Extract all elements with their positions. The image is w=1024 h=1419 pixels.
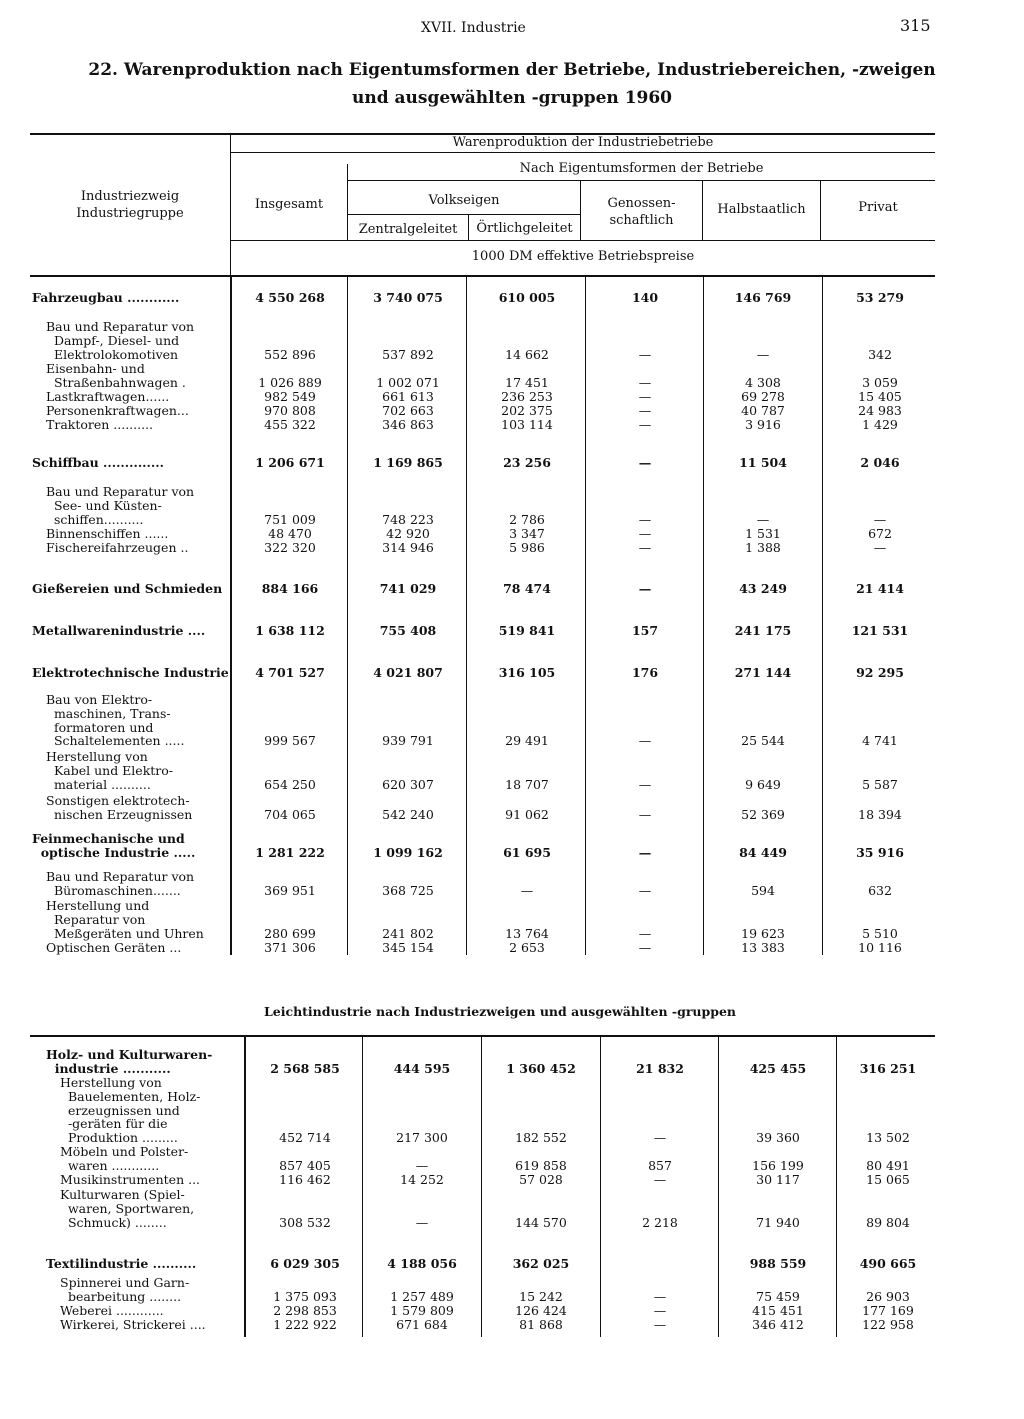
- cell-value: 552 896: [264, 346, 316, 362]
- body-vrule-1: [347, 277, 348, 955]
- cell-value: 122 958: [862, 1317, 914, 1332]
- cell-value: 702 663: [382, 403, 434, 418]
- cell-value: —: [638, 733, 652, 749]
- cell-value: —: [653, 1317, 667, 1332]
- cell-value: 39 360: [756, 1130, 800, 1146]
- cell-value: —: [520, 882, 534, 898]
- cell-value: 346 863: [382, 417, 434, 432]
- body-vrule-2: [466, 277, 467, 955]
- row-label: Metallwarenindustrie ....: [32, 623, 206, 638]
- cell-value: 1 026 889: [258, 374, 322, 390]
- cell-value: 4 021 807: [373, 665, 443, 680]
- row-label: Traktoren ..........: [46, 417, 154, 432]
- cell-value: 748 223: [382, 511, 434, 527]
- cell-value: 2 046: [860, 455, 900, 470]
- cell-value: 42 920: [386, 526, 430, 541]
- cell-value: 25 544: [741, 733, 785, 749]
- cell-value: —: [638, 806, 652, 822]
- cell-value: 271 144: [734, 665, 792, 680]
- cell-value: —: [653, 1130, 667, 1146]
- body-vrule-5: [822, 277, 823, 955]
- cell-value: 594: [751, 882, 775, 898]
- cell-value: 177 169: [862, 1303, 914, 1318]
- cell-value: 18 707: [505, 776, 549, 792]
- row-label: Bau und Reparatur von Dampf-, Diesel- und Elektrolokomotiven: [46, 319, 195, 362]
- cell-value: 308 532: [279, 1214, 331, 1230]
- cell-value: 368 725: [382, 882, 434, 898]
- row-label: Personenkraftwagen...: [46, 403, 189, 418]
- cell-value: 29 491: [505, 733, 549, 749]
- cell-value: 280 699: [264, 925, 316, 941]
- cell-value: 11 504: [739, 455, 787, 470]
- cell-value: —: [638, 540, 652, 555]
- cell-value: 78 474: [503, 581, 551, 596]
- row-label: Möbeln und Polster- waren ............: [60, 1144, 189, 1173]
- cell-value: 988 559: [749, 1256, 807, 1271]
- row-label: Bau und Reparatur von Büromaschinen.......: [46, 869, 195, 898]
- cell-value: 4 550 268: [255, 290, 325, 305]
- cell-value: 140: [631, 290, 659, 305]
- cell-value: 2 786: [509, 511, 545, 527]
- hrule-eigentum: [347, 180, 935, 181]
- cell-value: 13 502: [866, 1130, 910, 1146]
- cell-value: 40 787: [741, 403, 785, 418]
- cell-value: 982 549: [264, 389, 316, 404]
- cell-value: 241 175: [734, 623, 792, 638]
- cell-value: 157: [631, 623, 659, 638]
- cell-value: 751 009: [264, 511, 316, 527]
- cell-value: 425 455: [749, 1060, 807, 1076]
- cell-value: 342: [868, 346, 892, 362]
- cell-value: 1 099 162: [373, 844, 443, 860]
- cell-value: 661 613: [382, 389, 434, 404]
- header-halbstaatlich: Halbstaatlich: [717, 202, 806, 217]
- chapter-header: XVII. Industrie: [421, 20, 526, 36]
- table-title-line2: und ausgewählten -gruppen 1960: [351, 88, 673, 108]
- cell-value: 57 028: [519, 1172, 563, 1187]
- cell-value: —: [638, 940, 652, 955]
- cell-value: 182 552: [515, 1130, 567, 1146]
- hrule-volkseigen: [347, 214, 580, 215]
- row-label: Fischereifahrzeugen ..: [46, 540, 189, 555]
- s2-vrule-3: [600, 1037, 601, 1337]
- cell-value: 24 983: [858, 403, 902, 418]
- row-label: Sonstigen elektrotech- nischen Erzeugnissen: [46, 793, 193, 822]
- cell-value: 217 300: [396, 1130, 448, 1146]
- body-vrule-3: [585, 277, 586, 955]
- cell-value: —: [873, 511, 887, 527]
- cell-value: 35 916: [856, 844, 904, 860]
- cell-value: 6 029 305: [270, 1256, 340, 1271]
- cell-value: 4 308: [745, 374, 781, 390]
- cell-value: 30 117: [756, 1172, 800, 1187]
- cell-value: 1 169 865: [373, 455, 443, 470]
- header-privat: Privat: [858, 200, 898, 215]
- row-label: Holz- und Kulturwaren- industrie ...........: [46, 1047, 213, 1076]
- cell-value: 346 412: [752, 1317, 804, 1332]
- header-insgesamt: Insgesamt: [254, 197, 324, 212]
- cell-value: 17 451: [505, 374, 549, 390]
- cell-value: 21 414: [856, 581, 904, 596]
- cell-value: 13 764: [505, 925, 549, 941]
- cell-value: 452 714: [279, 1130, 331, 1146]
- cell-value: —: [638, 417, 652, 432]
- cell-value: 741 029: [379, 581, 437, 596]
- cell-value: 121 531: [851, 623, 909, 638]
- cell-value: —: [638, 882, 652, 898]
- cell-value: 654 250: [264, 776, 316, 792]
- cell-value: —: [873, 540, 887, 555]
- cell-value: —: [638, 455, 652, 470]
- cell-value: 15 405: [858, 389, 902, 404]
- cell-value: 1 388: [745, 540, 781, 555]
- cell-value: 3 347: [509, 526, 545, 541]
- cell-value: 53 279: [856, 290, 904, 305]
- cell-value: 13 383: [741, 940, 785, 955]
- cell-value: 19 623: [741, 925, 785, 941]
- row-label: Binnenschiffen ......: [46, 526, 169, 541]
- cell-value: —: [638, 925, 652, 941]
- cell-value: 146 769: [734, 290, 792, 305]
- cell-value: 176: [631, 665, 659, 680]
- row-label: Bau und Reparatur von See- und Küsten- schiffen..........: [46, 484, 195, 527]
- cell-value: 61 695: [503, 844, 551, 860]
- row-label: Wirkerei, Strickerei ....: [60, 1317, 206, 1332]
- cell-value: 1 638 112: [255, 623, 325, 638]
- cell-value: 80 491: [866, 1157, 910, 1173]
- body-vrule-4: [703, 277, 704, 955]
- header-nach-eigentum: Nach Eigentumsformen der Betriebe: [519, 161, 764, 176]
- cell-value: 236 253: [501, 389, 553, 404]
- cell-value: 156 199: [752, 1157, 804, 1173]
- cell-value: 202 375: [501, 403, 553, 418]
- cell-value: 103 114: [501, 417, 553, 432]
- cell-value: 1 222 922: [273, 1317, 337, 1332]
- cell-value: 2 298 853: [273, 1303, 337, 1318]
- cell-value: 542 240: [382, 806, 434, 822]
- cell-value: 89 804: [866, 1214, 910, 1230]
- cell-value: 415 451: [752, 1303, 804, 1318]
- cell-value: —: [756, 511, 770, 527]
- cell-value: 1 375 093: [273, 1288, 337, 1304]
- row-label: Herstellung von Kabel und Elektro- material ..........: [46, 749, 174, 792]
- cell-value: 116 462: [279, 1172, 331, 1187]
- cell-value: —: [638, 511, 652, 527]
- cell-value: 18 394: [858, 806, 902, 822]
- header-bottom-rule: [30, 275, 935, 277]
- cell-value: 3 916: [745, 417, 781, 432]
- header-row-label: Industriezweig Industriegruppe: [76, 189, 184, 221]
- cell-value: 92 295: [856, 665, 904, 680]
- cell-value: 3 740 075: [373, 290, 443, 305]
- cell-value: 48 470: [268, 526, 312, 541]
- cell-value: 15 065: [866, 1172, 910, 1187]
- row-label: Herstellung und Reparatur von Meßgeräten und Uhren: [46, 898, 204, 941]
- cell-value: 2 653: [509, 940, 545, 955]
- cell-value: 610 005: [498, 290, 556, 305]
- cell-value: 455 322: [264, 417, 316, 432]
- row-label: Bau von Elektro- maschinen, Trans- formatoren und Schaltelementen .....: [46, 692, 185, 749]
- cell-value: 537 892: [382, 346, 434, 362]
- cell-value: 1 531: [745, 526, 781, 541]
- cell-value: 21 832: [636, 1060, 684, 1076]
- cell-value: 755 408: [379, 623, 437, 638]
- row-label: Eisenbahn- und Straßenbahnwagen .: [46, 361, 186, 390]
- header-unit: 1000 DM effektive Betriebspreise: [471, 249, 695, 264]
- cell-value: 632: [868, 882, 892, 898]
- cell-value: 1 206 671: [255, 455, 325, 470]
- cell-value: 4 701 527: [255, 665, 325, 680]
- cell-value: —: [638, 844, 652, 860]
- cell-value: 71 940: [756, 1214, 800, 1230]
- cell-value: 10 116: [858, 940, 902, 955]
- cell-value: 69 278: [741, 389, 785, 404]
- cell-value: 1 579 809: [390, 1303, 454, 1318]
- cell-value: 371 306: [264, 940, 316, 955]
- cell-value: 345 154: [382, 940, 434, 955]
- cell-value: 884 166: [261, 581, 319, 596]
- cell-value: —: [653, 1303, 667, 1318]
- section2-title: Leichtindustrie nach Industriezweigen und ausgewählten -gruppen: [263, 1004, 737, 1019]
- cell-value: —: [638, 403, 652, 418]
- body-vrule-stub: [230, 277, 232, 955]
- hrule-warenproduktion: [230, 152, 935, 153]
- row-label: Musikinstrumenten ...: [60, 1172, 201, 1187]
- header-volkseigen: Volkseigen: [428, 193, 500, 208]
- cell-value: —: [638, 581, 652, 596]
- cell-value: 14 662: [505, 346, 549, 362]
- page-number: 315: [900, 16, 931, 35]
- cell-value: 14 252: [400, 1172, 444, 1187]
- cell-value: 4 741: [862, 733, 898, 749]
- cell-value: 519 841: [498, 623, 556, 638]
- cell-value: 1 281 222: [255, 844, 325, 860]
- cell-value: 43 249: [739, 581, 787, 596]
- header-warenproduktion: Warenproduktion der Industriebetriebe: [452, 135, 714, 150]
- cell-value: 1 429: [862, 417, 898, 432]
- cell-value: 316 251: [859, 1060, 917, 1076]
- cell-value: 316 105: [498, 665, 556, 680]
- cell-value: 5 986: [509, 540, 545, 555]
- cell-value: 2 218: [642, 1214, 678, 1230]
- cell-value: —: [756, 346, 770, 362]
- cell-value: —: [653, 1288, 667, 1304]
- row-label: Lastkraftwagen......: [46, 389, 170, 404]
- cell-value: 91 062: [505, 806, 549, 822]
- header-zentralgeleitet: Zentralgeleitet: [358, 222, 458, 237]
- row-label: Elektrotechnische Industrie: [32, 665, 229, 680]
- cell-value: 672: [868, 526, 892, 541]
- cell-value: —: [638, 776, 652, 792]
- cell-value: 84 449: [739, 844, 787, 860]
- cell-value: 23 256: [503, 455, 551, 470]
- s2-vrule-4: [718, 1037, 719, 1337]
- cell-value: —: [638, 374, 652, 390]
- cell-value: —: [653, 1172, 667, 1187]
- cell-value: 322 320: [264, 540, 316, 555]
- cell-value: 620 307: [382, 776, 434, 792]
- cell-value: 314 946: [382, 540, 434, 555]
- row-label: Herstellung von Bauelementen, Holz- erzeugnissen und -geräten für die Produktion .........: [60, 1075, 201, 1146]
- cell-value: 1 360 452: [506, 1060, 576, 1076]
- row-label: Optischen Geräten ...: [46, 940, 182, 955]
- cell-value: 671 684: [396, 1317, 448, 1332]
- cell-value: 9 649: [745, 776, 781, 792]
- s2-vrule-1: [362, 1037, 363, 1337]
- cell-value: 619 858: [515, 1157, 567, 1173]
- cell-value: 857 405: [279, 1157, 331, 1173]
- cell-value: 26 903: [866, 1288, 910, 1304]
- row-label: Weberei ............: [60, 1303, 164, 1318]
- cell-value: 3 059: [862, 374, 898, 390]
- cell-value: —: [415, 1157, 429, 1173]
- cell-value: 1 257 489: [390, 1288, 454, 1304]
- cell-value: 4 188 056: [387, 1256, 457, 1271]
- row-label: Gießereien und Schmieden: [32, 581, 223, 596]
- cell-value: 970 808: [264, 403, 316, 418]
- row-label: Feinmechanische und optische Industrie .....: [32, 831, 196, 860]
- cell-value: 241 802: [382, 925, 434, 941]
- hrule-columns: [230, 240, 935, 241]
- s2-vrule-2: [481, 1037, 482, 1337]
- cell-value: 999 567: [264, 733, 316, 749]
- row-label: Schiffbau ..............: [32, 455, 164, 470]
- row-label: Kulturwaren (Spiel- waren, Sportwaren, Schmuck) ........: [60, 1187, 195, 1230]
- cell-value: 490 665: [859, 1256, 917, 1271]
- cell-value: 444 595: [393, 1060, 451, 1076]
- row-label: Spinnerei und Garn- bearbeitung ........: [60, 1275, 190, 1304]
- cell-value: —: [415, 1214, 429, 1230]
- cell-value: 369 951: [264, 882, 316, 898]
- cell-value: 2 568 585: [270, 1060, 340, 1076]
- cell-value: 126 424: [515, 1303, 567, 1318]
- cell-value: 1 002 071: [376, 374, 440, 390]
- cell-value: 81 868: [519, 1317, 563, 1332]
- row-label: Fahrzeugbau ............: [32, 290, 180, 305]
- cell-value: 857: [648, 1157, 672, 1173]
- header-oertlichgeleitet: Örtlichgeleitet: [476, 221, 573, 236]
- cell-value: 144 570: [515, 1214, 567, 1230]
- table-title-line1: 22. Warenproduktion nach Eigentumsformen der Betriebe, Industriebereichen, -zweigen: [88, 60, 936, 80]
- section2-top-rule: [30, 1035, 935, 1037]
- cell-value: 15 242: [519, 1288, 563, 1304]
- cell-value: 5 510: [862, 925, 898, 941]
- cell-value: —: [638, 526, 652, 541]
- s2-vrule-stub: [244, 1037, 246, 1337]
- cell-value: 939 791: [382, 733, 434, 749]
- cell-value: —: [638, 346, 652, 362]
- cell-value: 5 587: [862, 776, 898, 792]
- cell-value: 52 369: [741, 806, 785, 822]
- cell-value: —: [638, 389, 652, 404]
- header-genossenschaftlich: Genossen- schaftlich: [607, 196, 676, 228]
- cell-value: 75 459: [756, 1288, 800, 1304]
- cell-value: 704 065: [264, 806, 316, 822]
- cell-value: 362 025: [512, 1256, 570, 1271]
- row-label: Textilindustrie ..........: [46, 1256, 197, 1271]
